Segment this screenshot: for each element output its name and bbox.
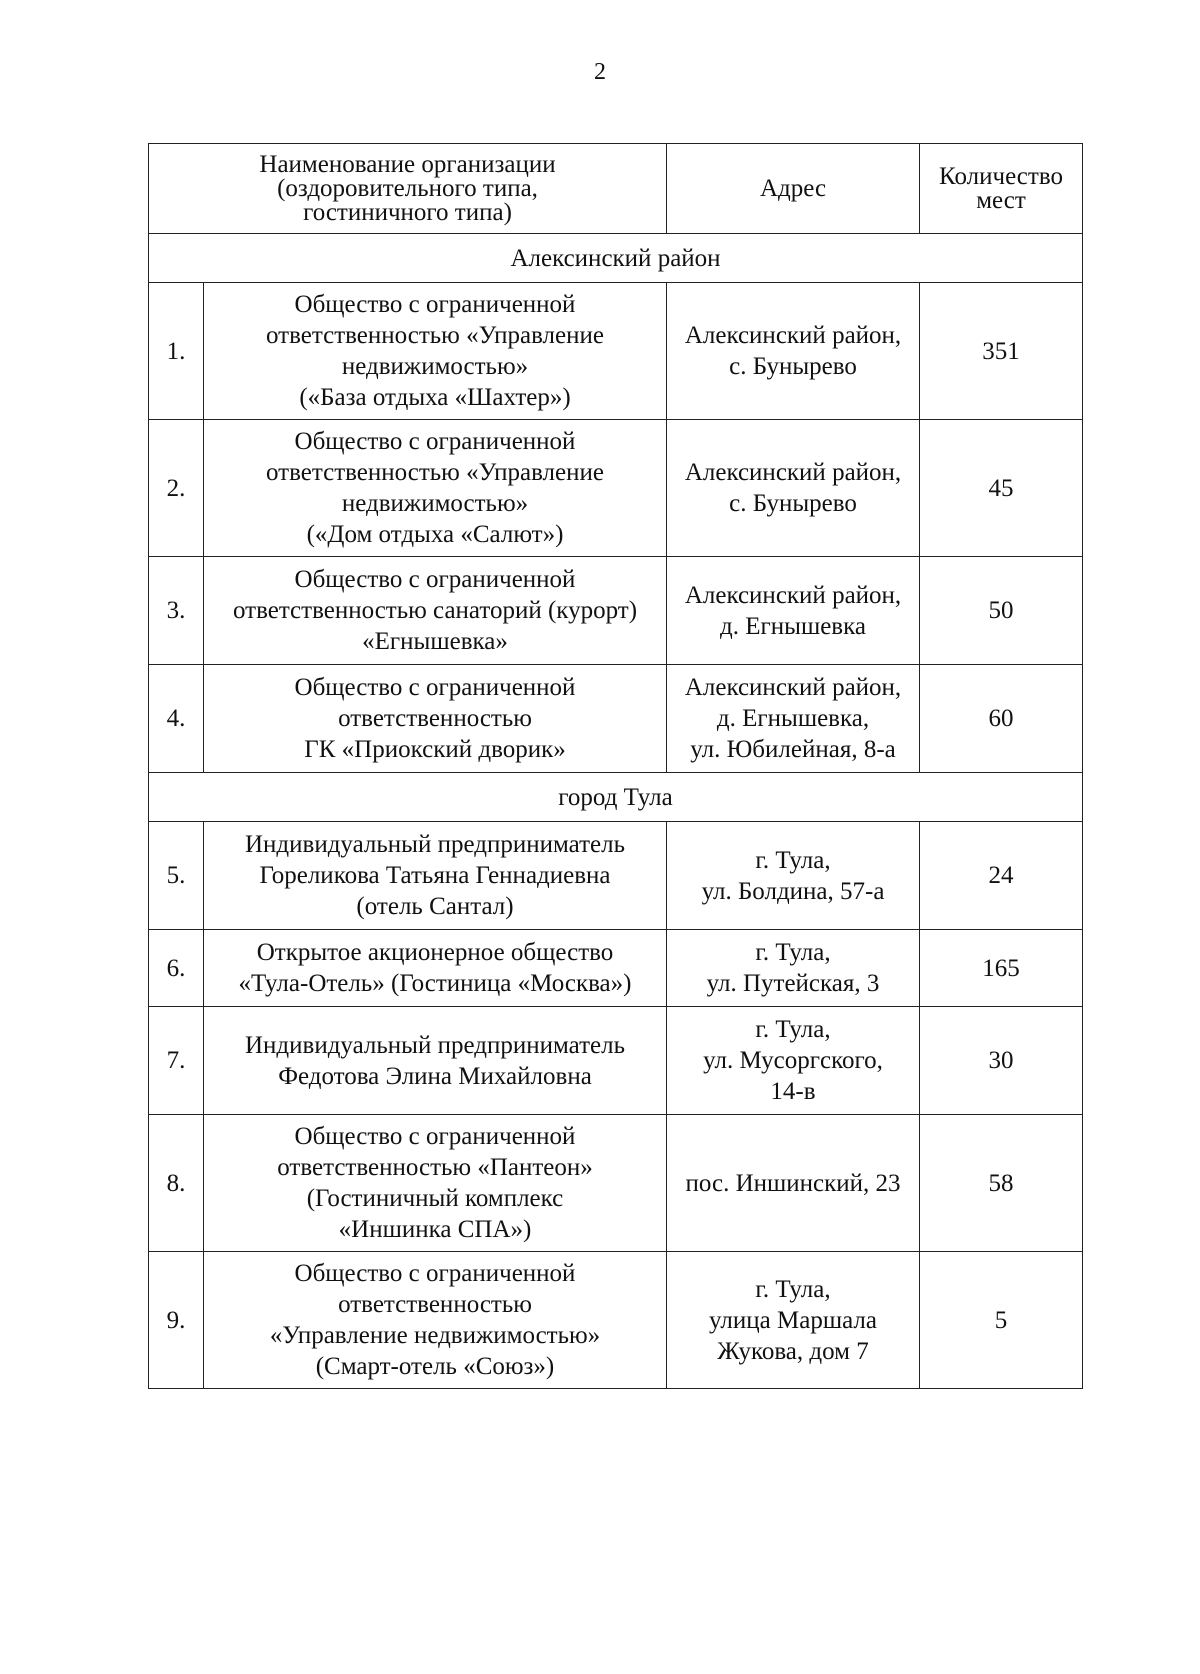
accommodation-table — [148, 143, 1083, 1389]
header-seats-line: Количество — [939, 162, 1063, 190]
organization-name-line: ответственностью «Управление — [266, 322, 604, 349]
organization-name-cell — [204, 822, 667, 930]
organization-name-line: Общество с ограниченной — [294, 566, 576, 593]
address-line: с. Бунырево — [729, 490, 857, 517]
organization-name-line: «Иншинка СПА») — [338, 1216, 532, 1243]
seats-count: 24 — [920, 822, 1083, 930]
header-address — [667, 144, 920, 234]
organization-name-line: Гореликова Татьяна Геннадиевна — [259, 862, 611, 889]
header-organization-lines — [155, 150, 660, 226]
table-row — [149, 1115, 1083, 1252]
address-line: г. Тула, — [755, 1016, 831, 1043]
address-line: ул. Болдина, 57-а — [701, 877, 885, 905]
table-row — [149, 283, 1083, 420]
table-row — [149, 1007, 1083, 1115]
address-line: д. Егнышевка, — [716, 705, 870, 732]
organization-name-cell — [204, 420, 667, 557]
address-line: Алексинский район, — [684, 459, 902, 486]
table-row — [149, 665, 1083, 773]
organization-name-cell — [204, 557, 667, 665]
organization-name-line: Индивидуальный предприниматель — [245, 831, 625, 858]
organization-name-line: («Дом отдыха «Салют») — [306, 521, 564, 548]
address-cell — [667, 1007, 920, 1115]
organization-name-line: («База отдыха «Шахтер») — [299, 384, 571, 411]
address-line: ул. Юбилейная, 8-а — [690, 736, 896, 763]
organization-name-line: ГК «Приокский дворик» — [304, 736, 566, 763]
seats-count: 60 — [920, 665, 1083, 773]
seats-count: 351 — [920, 283, 1083, 420]
address-line: Алексинский район, — [684, 322, 902, 349]
row-number: 6. — [149, 930, 204, 1007]
table-row — [149, 557, 1083, 665]
address-line: г. Тула, — [755, 939, 831, 966]
organization-name-cell — [204, 283, 667, 420]
row-number: 1. — [149, 283, 204, 420]
organization-name-line: Общество с ограниченной — [294, 291, 576, 318]
header-organization-line: гостиничного типа) — [303, 198, 512, 226]
section-title: город Тула — [149, 773, 1083, 822]
organization-name-line: Общество с ограниченной — [294, 674, 576, 701]
address-line: 14-в — [770, 1078, 816, 1105]
section-row — [149, 234, 1083, 283]
row-number: 3. — [149, 557, 204, 665]
address-cell — [667, 557, 920, 665]
address-cell — [667, 665, 920, 773]
table-body — [149, 144, 1083, 1389]
address-line: ул. Мусоргского, — [703, 1047, 883, 1074]
organization-name-line: «Тула-Отель» (Гостиница «Москва») — [238, 970, 632, 997]
address-line: ул. Путейская, 3 — [706, 970, 880, 997]
organization-name-cell — [204, 930, 667, 1007]
table-header-row — [149, 144, 1083, 234]
address-line: д. Егнышевка — [720, 612, 866, 640]
header-address-line: Адрес — [759, 174, 827, 202]
row-number: 5. — [149, 822, 204, 930]
table-row — [149, 822, 1083, 930]
organization-name-line: недвижимостью» — [341, 490, 529, 517]
header-seats-line: мест — [976, 186, 1026, 214]
table-row — [149, 1252, 1083, 1389]
organization-name-cell — [204, 1007, 667, 1115]
organization-name-line: (отель Сантал) — [356, 893, 514, 920]
header-organization — [149, 144, 667, 234]
organization-name-line: Общество с ограниченной — [294, 1260, 576, 1287]
address-cell — [667, 1115, 920, 1252]
seats-count: 58 — [920, 1115, 1083, 1252]
address-line: г. Тула, — [755, 846, 831, 874]
table-row — [149, 420, 1083, 557]
address-line: Жукова, дом 7 — [717, 1337, 869, 1365]
organization-name-line: «Егнышевка» — [362, 628, 508, 655]
seats-count: 165 — [920, 930, 1083, 1007]
seats-count: 50 — [920, 557, 1083, 665]
header-organization-line: (оздоровительного типа, — [277, 174, 538, 202]
seats-count: 5 — [920, 1252, 1083, 1389]
row-number: 8. — [149, 1115, 204, 1252]
organization-name-cell — [204, 1115, 667, 1252]
header-seats — [920, 144, 1083, 234]
address-line: г. Тула, — [755, 1275, 831, 1303]
section-row — [149, 773, 1083, 822]
organization-name-line: Открытое акционерное общество — [256, 939, 614, 966]
organization-name-line: ответственностью — [338, 705, 532, 732]
page-number: 2 — [594, 59, 606, 85]
address-cell — [667, 283, 920, 420]
seats-count: 30 — [920, 1007, 1083, 1115]
address-cell — [667, 1252, 920, 1389]
address-line: улица Маршала — [709, 1306, 877, 1334]
row-number: 4. — [149, 665, 204, 773]
address-cell — [667, 822, 920, 930]
organization-name-line: «Управление недвижимостью» — [269, 1322, 601, 1349]
organization-name-line: (Гостиничный комплекс — [306, 1185, 564, 1212]
table-row — [149, 930, 1083, 1007]
header-organization-line: Наименование организации — [259, 150, 556, 178]
organization-name-line: Общество с ограниченной — [294, 428, 576, 455]
row-number: 2. — [149, 420, 204, 557]
organization-name-line: Общество с ограниченной — [294, 1123, 576, 1150]
organization-name-line: недвижимостью» — [341, 353, 529, 380]
address-line: Алексинский район, — [684, 581, 902, 609]
section-title: Алексинский район — [149, 234, 1083, 283]
address-line: Алексинский район, — [684, 674, 902, 701]
row-number: 9. — [149, 1252, 204, 1389]
organization-name-line: ответственностью «Управление — [266, 459, 604, 486]
organization-name-line: Индивидуальный предприниматель — [245, 1031, 625, 1059]
organization-name-line: (Смарт-отель «Союз») — [315, 1353, 555, 1380]
organization-name-line: Федотова Элина Михайловна — [278, 1062, 592, 1090]
address-cell — [667, 930, 920, 1007]
address-line: пос. Иншинский, 23 — [685, 1169, 901, 1197]
organization-name-line: ответственностью санаторий (курорт) — [232, 597, 638, 624]
seats-count: 45 — [920, 420, 1083, 557]
row-number: 7. — [149, 1007, 204, 1115]
organization-name-cell — [204, 1252, 667, 1389]
organization-name-cell — [204, 665, 667, 773]
address-line: с. Бунырево — [729, 353, 857, 380]
address-cell — [667, 420, 920, 557]
organization-name-line: ответственностью — [338, 1291, 532, 1318]
organization-name-line: ответственностью «Пантеон» — [277, 1154, 593, 1181]
